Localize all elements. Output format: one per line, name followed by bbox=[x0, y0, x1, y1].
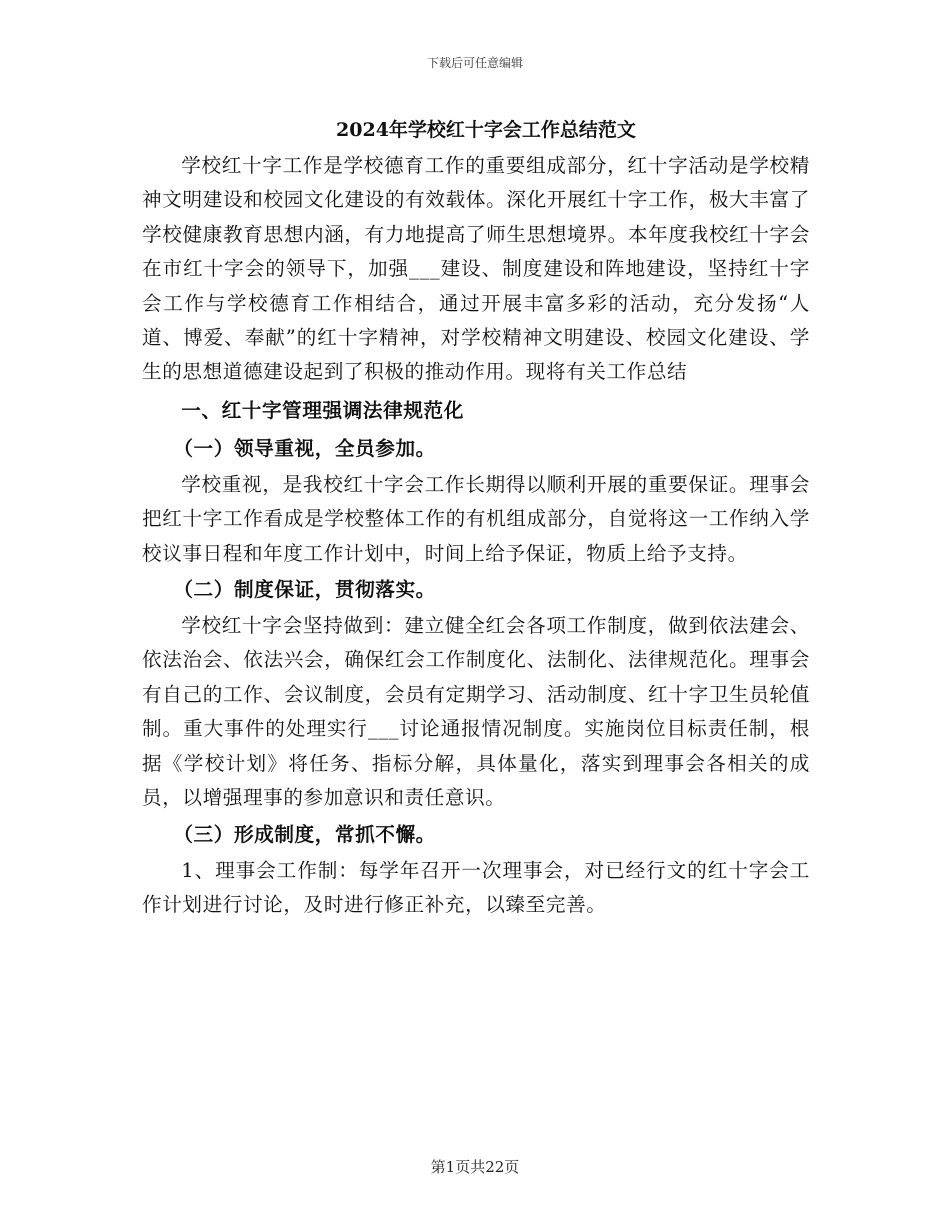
document-title: 2024年学校红十字会工作总结范文 bbox=[336, 119, 636, 141]
intro-paragraph: 学校红十字工作是学校德育工作的重要组成部分，红十字活动是学校精神文明建设和校园文化建设的有效载体。深化开展红十字工作，极大丰富了学校健康教育思想内涵，有力地提高了师生思想境界。本年度我校红十字会在市红十字会的领导下，加强___建设、制度建设和阵地建设，坚持红十字会工作与学校德育工作相结合，通过开展丰富多彩的活动，充分发扬“人道、博爱、奉献”的红十字精神，对学校精神文明建设、校园文化建设、学生的思想道德建设起到了积极的推动作用。现将有关工作总结 bbox=[142, 154, 810, 384]
document-body bbox=[142, 113, 810, 922]
subsection-heading-1: （一）领导重视，全员参加。 bbox=[173, 436, 436, 460]
page-footer: 第1页共22页 bbox=[430, 1158, 520, 1176]
subsection-heading-3: （三）形成制度，常抓不懈。 bbox=[173, 822, 436, 846]
section-heading-1: 一、红十字管理强调法律规范化 bbox=[181, 398, 464, 422]
page-header: 下载后可任意编辑 bbox=[426, 56, 523, 70]
subsection-2-paragraph: 学校红十字会坚持做到：建立健全红会各项工作制度，做到依法建会、依法治会、依法兴会，确保红会工作制度化、法制化、法律规范化。理事会有自己的工作、会议制度，会员有定期学习、活动制度、红十字卫生员轮值制。重大事件的处理实行___讨论通报情况制度。实施岗位目标责任制，根据《学校计划》将任务、指标分解，具体量化，落实到理事会各相关的成员，以增强理事的参加意识和责任意识。 bbox=[142, 614, 810, 810]
subsection-heading-2: （二）制度保证，贯彻落实。 bbox=[173, 578, 436, 602]
subsection-1-paragraph: 学校重视，是我校红十字会工作长期得以顺利开展的重要保证。理事会把红十字工作看成是学校整体工作的有机组成部分，自觉将这一工作纳入学校议事日程和年度工作计划中，时间上给予保证，物质上给予支持。 bbox=[142, 472, 810, 565]
subsection-3-item-1: 1、理事会工作制：每学年召开一次理事会，对已经行文的红十字会工作计划进行讨论，及时进行修正补充，以臻至完善。 bbox=[142, 858, 810, 916]
